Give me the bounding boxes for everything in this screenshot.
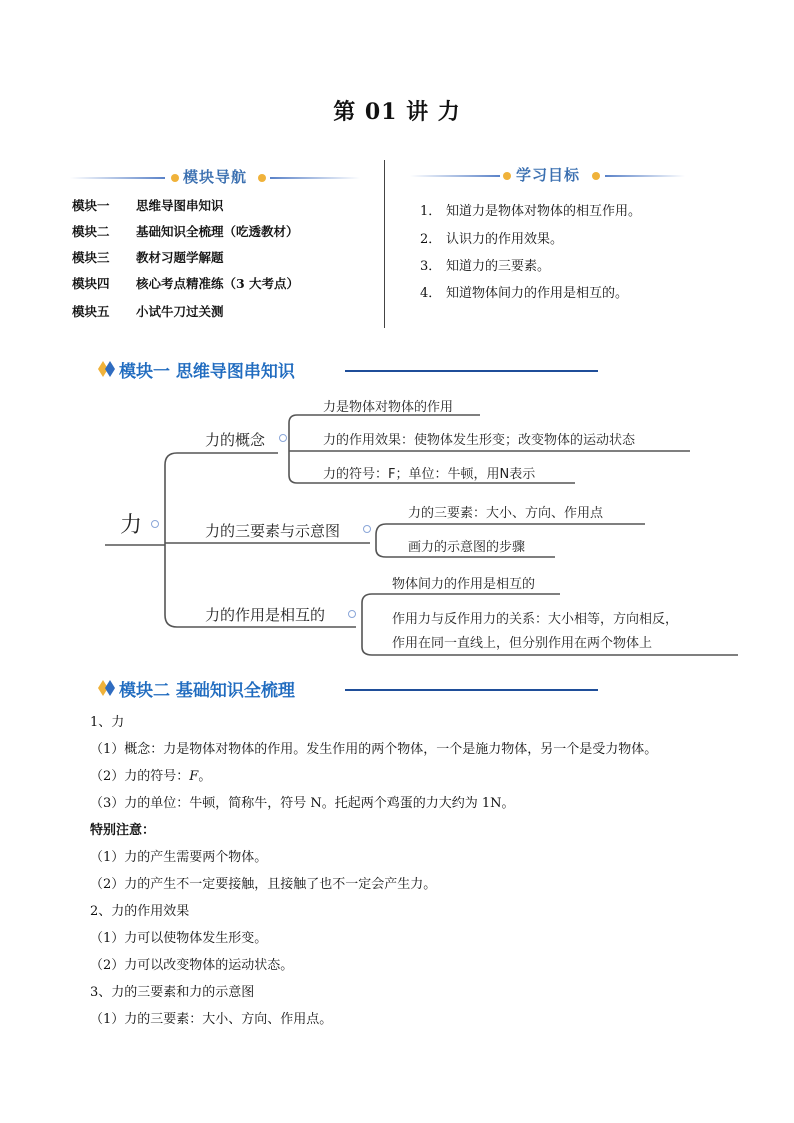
goal-item <box>420 228 563 247</box>
goal-num: 3． <box>420 259 442 274</box>
goal-text: 知道力是物体对物体的相互作用。 <box>446 204 642 219</box>
special-note-heading: 特别注意： <box>90 823 156 838</box>
goal-text: 知道物体间力的作用是相互的。 <box>446 286 629 301</box>
collapse-icon[interactable] <box>280 435 287 442</box>
nav-item-key: 模块三 <box>72 250 110 265</box>
nav-heading <box>70 166 360 190</box>
nav-item-key: 模块二 <box>72 224 110 239</box>
nav-item-key: 模块五 <box>72 304 110 319</box>
mind-map-leaf-line <box>289 415 480 423</box>
goal-item <box>420 200 641 219</box>
module2-heading <box>97 676 607 702</box>
nav-item <box>72 248 224 266</box>
goal-num: 4． <box>420 286 442 301</box>
mind-map-leaf: 画力的示意图的步骤 <box>408 540 526 555</box>
nav-heading-line-right <box>270 177 360 179</box>
force-symbol: F <box>189 769 199 784</box>
page-title: 第 01 讲 力 <box>333 99 461 125</box>
module1-heading-line <box>345 370 598 372</box>
body-line <box>90 765 211 784</box>
body-line: （1）力的三要素：大小、方向、作用点。 <box>90 1012 333 1027</box>
goals-heading-line-right <box>605 175 685 177</box>
mind-map-leaf: 力的作用效果：使物体发生形变；改变物体的运动状态 <box>323 433 636 448</box>
collapse-icon[interactable] <box>349 611 356 618</box>
nav-item-key: 模块四 <box>72 276 110 291</box>
goals-heading-text: 学习目标 <box>516 166 581 184</box>
mind-map <box>0 385 794 665</box>
module1-heading <box>97 357 607 383</box>
mind-map-leaf: 物体间力的作用是相互的 <box>392 577 536 592</box>
goal-text: 知道力的三要素。 <box>446 259 551 274</box>
double-diamond-icon <box>97 679 117 697</box>
mind-map-leaf: 力的符号：F；单位：牛顿，用N表示 <box>323 467 536 482</box>
collapse-icon[interactable] <box>364 526 371 533</box>
mind-map-leaf: 作用在同一直线上，但分别作用在两个物体上 <box>392 636 653 651</box>
mind-map-leaf-line <box>362 594 560 603</box>
body-line: （1）概念：力是物体对物体的作用。发生作用的两个物体，一个是施力物体，另一个是受力物体。 <box>90 742 658 757</box>
nav-item <box>72 274 299 292</box>
goals-heading-dot-icon <box>592 172 600 180</box>
mind-map-leaf: 力的三要素：大小、方向、作用点 <box>408 506 604 521</box>
nav-heading-line-left <box>70 177 165 179</box>
nav-item-label: 基础知识全梳理（吃透教材） <box>136 224 299 239</box>
body-line: （1）力的产生需要两个物体。 <box>90 850 268 865</box>
mind-map-branch-line <box>165 453 278 465</box>
double-diamond-icon <box>97 360 117 378</box>
nav-item <box>72 222 299 240</box>
column-divider <box>384 160 385 328</box>
body-line: 2、力的作用效果 <box>90 904 190 919</box>
nav-heading-dot-icon <box>258 174 266 182</box>
nav-heading-text: 模块导航 <box>183 168 248 186</box>
goal-num: 2． <box>420 232 442 247</box>
goal-num: 1． <box>420 204 442 219</box>
module2-heading-line <box>345 689 598 691</box>
module2-heading-text: 模块二 基础知识全梳理 <box>119 681 295 701</box>
module1-heading-text: 模块一 思维导图串知识 <box>119 362 295 382</box>
mind-map-branch-label: 力的三要素与示意图 <box>205 522 341 540</box>
body-line: 3、力的三要素和力的示意图 <box>90 985 255 1000</box>
goal-item <box>420 255 550 274</box>
mind-map-leaf-line <box>376 524 645 535</box>
nav-item <box>72 196 224 214</box>
nav-item-label: 核心考点精准练（3 大考点） <box>136 276 300 291</box>
mind-map-leaf: 力是物体对物体的作用 <box>323 400 454 415</box>
body-line: 1、力 <box>90 715 125 730</box>
nav-item-label: 小试牛刀过关测 <box>136 304 224 319</box>
body-text: （2）力的符号： <box>90 769 190 784</box>
goals-heading-line-left <box>410 175 500 177</box>
nav-heading-dot-icon <box>171 174 179 182</box>
goals-heading <box>410 164 700 188</box>
mind-map-leaf: 作用力与反作用力的关系：大小相等，方向相反， <box>392 612 679 627</box>
nav-item-label: 教材习题学解题 <box>136 250 224 265</box>
mind-map-branch-line <box>165 465 356 627</box>
body-text: 。 <box>198 769 212 784</box>
mind-map-branch-label: 力的作用是相互的 <box>205 606 326 624</box>
goal-item <box>420 282 628 301</box>
nav-item <box>72 302 224 320</box>
body-line: （3）力的单位：牛顿，简称牛，符号 N。托起两个鸡蛋的力大约为 1N。 <box>90 796 515 811</box>
goals-heading-dot-icon <box>503 172 511 180</box>
nav-item-key: 模块一 <box>72 198 110 213</box>
nav-item-label: 思维导图串知识 <box>136 198 224 213</box>
body-line: （1）力可以使物体发生形变。 <box>90 931 268 946</box>
goal-text: 认识力的作用效果。 <box>446 232 564 247</box>
mind-map-branch-label: 力的概念 <box>205 431 266 449</box>
mind-map-root: 力 <box>120 513 143 538</box>
body-line: （2）力的产生不一定要接触，且接触了也不一定会产生力。 <box>90 877 437 892</box>
body-line: （2）力可以改变物体的运动状态。 <box>90 958 294 973</box>
collapse-icon[interactable] <box>152 521 159 528</box>
